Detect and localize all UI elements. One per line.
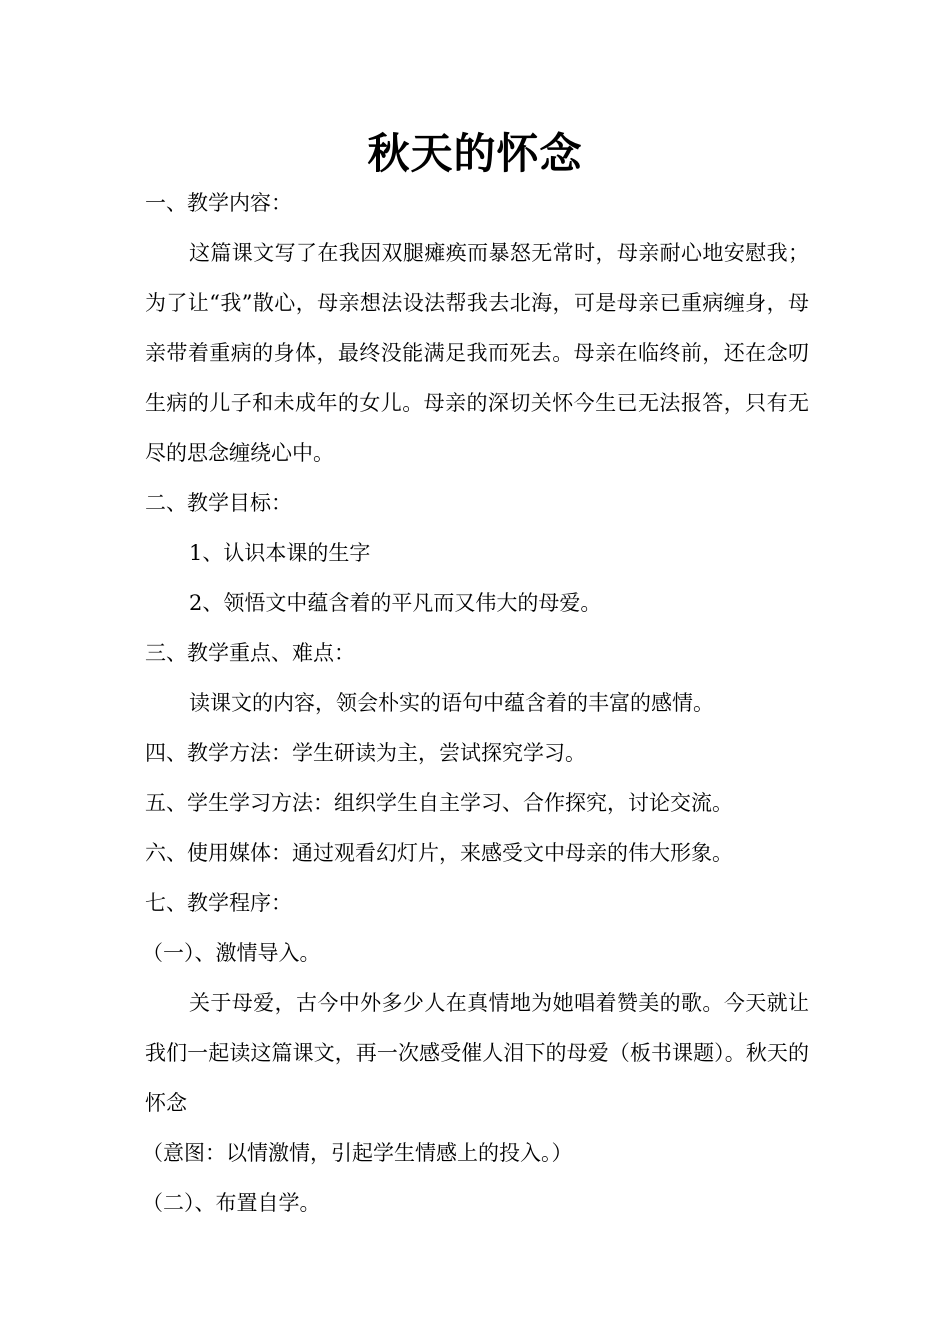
- note-step-1: （意图：以情激情，引起学生情感上的投入。）: [142, 1141, 573, 1165]
- paragraph-key-points: 读课文的内容，领会朴实的语句中蕴含着的丰富的感情。: [189, 691, 714, 715]
- section-heading-key-points: 三、教学重点、难点：: [145, 641, 355, 665]
- document-title: 秋天的怀念: [367, 129, 583, 178]
- section-heading-teaching-content: 一、教学内容：: [145, 191, 292, 215]
- goal-item-1: 1、认识本课的生字: [189, 541, 371, 565]
- goal-item-2: 2、领悟文中蕴含着的平凡而又伟大的母爱。: [189, 591, 602, 615]
- line-media: 六、使用媒体：通过观看幻灯片，来感受文中母亲的伟大形象。: [145, 841, 733, 865]
- section-heading-teaching-goals: 二、教学目标：: [145, 491, 292, 515]
- section-heading-procedure: 七、教学程序：: [145, 891, 292, 915]
- step-heading-2: （二）、布置自学。: [142, 1191, 321, 1215]
- step-heading-1: （一）、激情导入。: [142, 941, 321, 965]
- line-learning-method: 五、学生学习方法：组织学生自主学习、合作探究，讨论交流。: [145, 791, 733, 815]
- line-teaching-method: 四、教学方法：学生研读为主，尝试探究学习。: [145, 741, 586, 765]
- paragraph-step-1: 关于母爱，古今中外多少人在真情地为她唱着赞美的歌。今天就让我们一起读这篇课文，再一次感受催人泪下的母爱（板书课题）。秋天的怀念: [145, 991, 809, 1115]
- paragraph-teaching-content: 这篇课文写了在我因双腿瘫痪而暴怒无常时，母亲耐心地安慰我；为了让“我”散心，母亲想法设法帮我去北海，可是母亲已重病缠身，母亲带着重病的身体，最终没能满足我而死去。母亲在临终前，还在念叨生病的儿子和未成年的女儿。母亲的深切关怀今生已无法报答，只有无尽的思念缠绕心中。: [145, 241, 809, 465]
- document-body: [142, 178, 809, 1228]
